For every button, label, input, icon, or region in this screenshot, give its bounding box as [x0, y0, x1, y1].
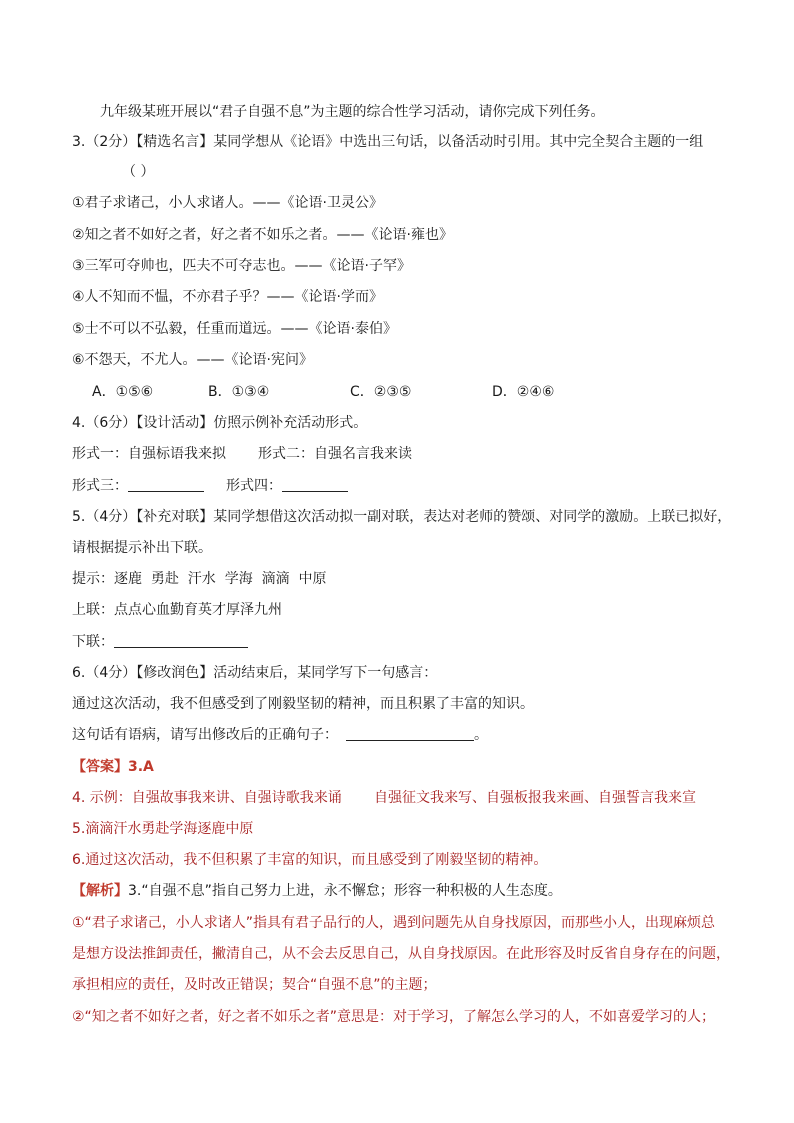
q3-item-5: ⑤士不可以不弘毅，任重而道远。——《论语·泰伯》 — [72, 321, 397, 337]
q3-item-4: ④人不知而不愠，不亦君子乎？——《论语·学而》 — [72, 289, 383, 305]
q3-option-c: C．②③⑤ — [350, 384, 412, 400]
q4-form-3: 形式三： — [72, 478, 128, 494]
intro-text: 九年级某班开展以“君子自强不息”为主题的综合性学习活动，请你完成下列任务。 — [100, 104, 605, 120]
q5-upper-couplet: 上联：点点心血勤育英才厚泽九州 — [72, 602, 282, 618]
q5-lower-couplet-row — [72, 632, 754, 652]
answer-6: 6.通过这次活动，我不但积累了丰富的知识，而且感受到了刚毅坚韧的精神。 — [72, 852, 548, 868]
q6-stem: 6.（4分）【修改润色】活动结束后，某同学写下一句感言： — [72, 665, 438, 681]
q5-hint: 提示：逐鹿 勇赴 汗水 学海 滴滴 中原 — [72, 571, 327, 587]
answer-4-part-1: 4. 示例：自强故事我来讲、自强诗歌我来诵 — [72, 790, 342, 806]
q3-item-1: ①君子求诸己，小人求诸人。——《论语·卫灵公》 — [72, 195, 383, 211]
q5-lower-blank[interactable] — [114, 633, 248, 648]
q3-option-a: A．①⑤⑥ — [92, 384, 154, 400]
q4-form-1: 形式一：自强标语我来拟 — [72, 446, 226, 462]
q5-stem-2: 请根据提示补出下联。 — [72, 540, 212, 556]
analysis-line-3: 是想方设法推卸责任，撇清自己，从不会去反思自己，从自身找原因。在此形容及时反省自身存在的问题， — [72, 946, 730, 962]
q4-form-4: 形式四： — [226, 478, 282, 494]
analysis-line-1: 3.“自强不息”指自己努力上进，永不懈怠；形容一种积极的人生态度。 — [128, 883, 562, 899]
q6-ask: 这句话有语病，请写出修改后的正确句子： — [72, 727, 338, 743]
q3-item-3: ③三军可夺帅也，匹夫不可夺志也。——《论语·子罕》 — [72, 258, 411, 274]
q4-form-3-blank[interactable] — [128, 477, 204, 492]
analysis-row — [72, 881, 754, 901]
q6-end-mark: 。 — [474, 727, 488, 743]
q5-lower-label: 下联： — [72, 634, 114, 650]
q4-form-4-blank[interactable] — [282, 477, 348, 492]
q3-stem: 3.（2分）【精选名言】某同学想从《论语》中选出三句话，以备活动时引用。其中完全契合主题的一组 — [72, 134, 704, 150]
analysis-label: 【解析】 — [72, 883, 128, 899]
q6-answer-blank[interactable] — [346, 726, 474, 741]
answer-5: 5.滴滴汗水勇赴学海逐鹿中原 — [72, 821, 254, 837]
answer-3: 3.A — [128, 759, 154, 775]
q4-forms-row-2 — [72, 476, 754, 496]
q5-stem-1: 5.（4分）【补充对联】某同学想借这次活动拟一副对联，表达对老师的赞颂、对同学的激励。上联已拟好， — [72, 509, 732, 525]
q3-item-2: ②知之者不如好之者，好之者不如乐之者。——《论语·雍也》 — [72, 227, 453, 243]
answer-label: 【答案】 — [72, 759, 128, 775]
answer-4-row — [72, 788, 754, 808]
answer-row — [72, 757, 754, 777]
q3-option-b: B．①③④ — [208, 384, 270, 400]
q4-form-2: 形式二：自强名言我来读 — [258, 446, 412, 462]
q3-option-d: D．②④⑥ — [492, 384, 555, 400]
q6-ask-row — [72, 725, 754, 745]
analysis-line-2: ①“君子求诸己，小人求诸人”指具有君子品行的人，遇到问题先从自身找原因，而那些小人，出现麻烦总 — [72, 915, 716, 931]
q4-forms-row-1 — [72, 444, 754, 464]
q3-answer-paren: （ ） — [122, 164, 155, 180]
q3-item-6: ⑥不怨天，不尤人。——《论语·宪问》 — [72, 352, 314, 368]
analysis-line-5: ②“知之者不如好之者，好之者不如乐之者”意思是：对于学习，了解怎么学习的人，不如喜爱学习的人； — [72, 1009, 716, 1025]
q4-stem: 4.（6分）【设计活动】仿照示例补充活动形式。 — [72, 415, 368, 431]
answer-4-part-2: 自强征文我来写、自强板报我来画、自强誓言我来宣 — [374, 790, 696, 806]
q6-sentence: 通过这次活动，我不但感受到了刚毅坚韧的精神，而且积累了丰富的知识。 — [72, 696, 534, 712]
analysis-line-4: 承担相应的责任，及时改正错误；契合“自强不息”的主题； — [72, 977, 437, 993]
